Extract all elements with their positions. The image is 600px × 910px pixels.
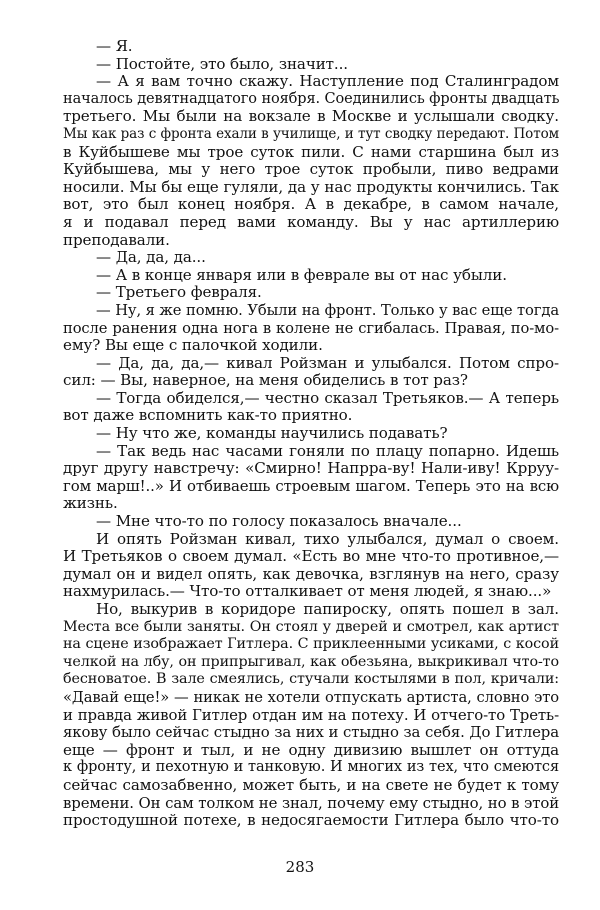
text-line: вот, это был конец ноября. А в декабре, в самом начале, xyxy=(63,195,559,214)
text-line: друг другу навстречу: «Смирно! Напрра-ву! Нали-иву! Кррyу- xyxy=(63,459,559,478)
text-line: началось девятнадцатого ноября. Соединились фронты двадцать xyxy=(63,90,560,107)
text-line: ему? Вы еще с палочкой ходили. xyxy=(63,336,323,355)
text-line: Места все были заняты. Он стоял у дверей и смотрел, как артист xyxy=(63,618,559,635)
text-line: в Куйбышеве мы трое суток пили. С нами старшина был из xyxy=(63,142,559,161)
page-text xyxy=(63,38,559,830)
text-line: — А я вам точно скажу. Наступление под Сталинградом xyxy=(96,72,559,91)
text-line: И Третьяков о своем думал. «Есть во мне что-то противное,— xyxy=(63,547,559,566)
text-line: — Ну что же, команды научились подавать? xyxy=(96,424,448,443)
text-line: — Постойте, это было, значит... xyxy=(96,54,349,73)
text-line: жизнь. xyxy=(63,494,118,513)
text-line: Куйбышева, мы у него трое суток пробыли, пиво ведрами xyxy=(63,160,559,179)
text-line: — Ну, я же помню. Убыли на фронт. Только у вас еще тогда xyxy=(96,301,559,319)
text-line: Мы как раз с фронта ехали в училище, и тут сводку передают. Потом xyxy=(63,125,559,142)
text-line: бесноватое. В зале смеялись, стучали костылями в пол, кричали: xyxy=(63,671,559,688)
text-line: носили. Мы бы еще гуляли, да у нас продукты кончились. Так xyxy=(63,177,559,196)
text-line: и правда живой Гитлер отдан им на потеху. И отчего-то Треть- xyxy=(63,705,559,724)
text-line: — Мне что-то по голосу показалось вначале... xyxy=(96,512,462,531)
text-line: — А в конце января или в феврале вы от нас убыли. xyxy=(96,265,507,284)
text-line: — Третьего февраля. xyxy=(96,283,262,302)
text-line: челкой на лбу, он припрыгивал, как обезьяна, выкрикивал что-то xyxy=(63,653,559,670)
text-line: нахмурилась.— Что-то отталкивает от меня людей, я знаю...» xyxy=(63,582,552,601)
text-line: времени. Он сам толком не знал, почему ему стыдно, но в этой xyxy=(63,793,560,812)
text-line: третьего. Мы были на вокзале в Москве и услышали сводку. xyxy=(63,107,559,126)
text-line: на сцене изображает Гитлера. С приклеенными усиками, с косой xyxy=(63,636,559,653)
text-line: думал он и видел опять, как девочка, взглянув на него, сразу xyxy=(63,564,559,583)
text-line: гом марш!..» И отбиваешь строевым шагом. Теперь это на всю xyxy=(63,476,559,495)
page-number: 283 xyxy=(285,858,315,876)
text-line: «Давай еще!» — никак не хотели отпускать артиста, словно это xyxy=(63,688,559,706)
text-line: к фронту, и пехотную и танковую. И многих из тех, что смеются xyxy=(63,759,559,776)
text-line: после ранения одна нога в колене не сгибалась. Правая, по-мо- xyxy=(63,319,559,337)
text-line: якову было сейчас стыдно за них и стыдно за себя. До Гитлера xyxy=(63,723,559,742)
text-line: — Я. xyxy=(96,37,133,55)
text-line: я и подавал перед вами команду. Вы у нас артиллерию xyxy=(63,212,559,231)
text-line: простодушной потехе, в недосягаемости Гитлера было что-то xyxy=(63,811,559,830)
text-line: сил: — Вы, наверное, на меня обиделись в тот раз? xyxy=(63,371,468,390)
text-line: вот даже вспомнить как-то приятно. xyxy=(63,406,353,425)
text-line: еще — фронт и тыл, и не одну дивизию вышлет он оттуда xyxy=(63,740,559,759)
text-line: преподавали. xyxy=(63,230,170,249)
text-line: — Да, да, да... xyxy=(96,248,206,267)
text-line: И опять Ройзман кивал, тихо улыбался, думал о своем. xyxy=(96,529,559,548)
text-line: — Да, да, да,— кивал Ройзман и улыбался. Потом спро- xyxy=(96,353,559,372)
text-line: — Так ведь нас часами гоняли по плацу попарно. Идешь xyxy=(96,441,559,460)
text-line: — Тогда обиделся,— честно сказал Третьяков.— А теперь xyxy=(96,388,559,407)
text-line: Но, выкурив в коридоре папироску, опять пошел в зал. xyxy=(96,600,559,618)
text-line: сейчас самозабвенно, может быть, и на свете не будет к тому xyxy=(63,775,559,794)
